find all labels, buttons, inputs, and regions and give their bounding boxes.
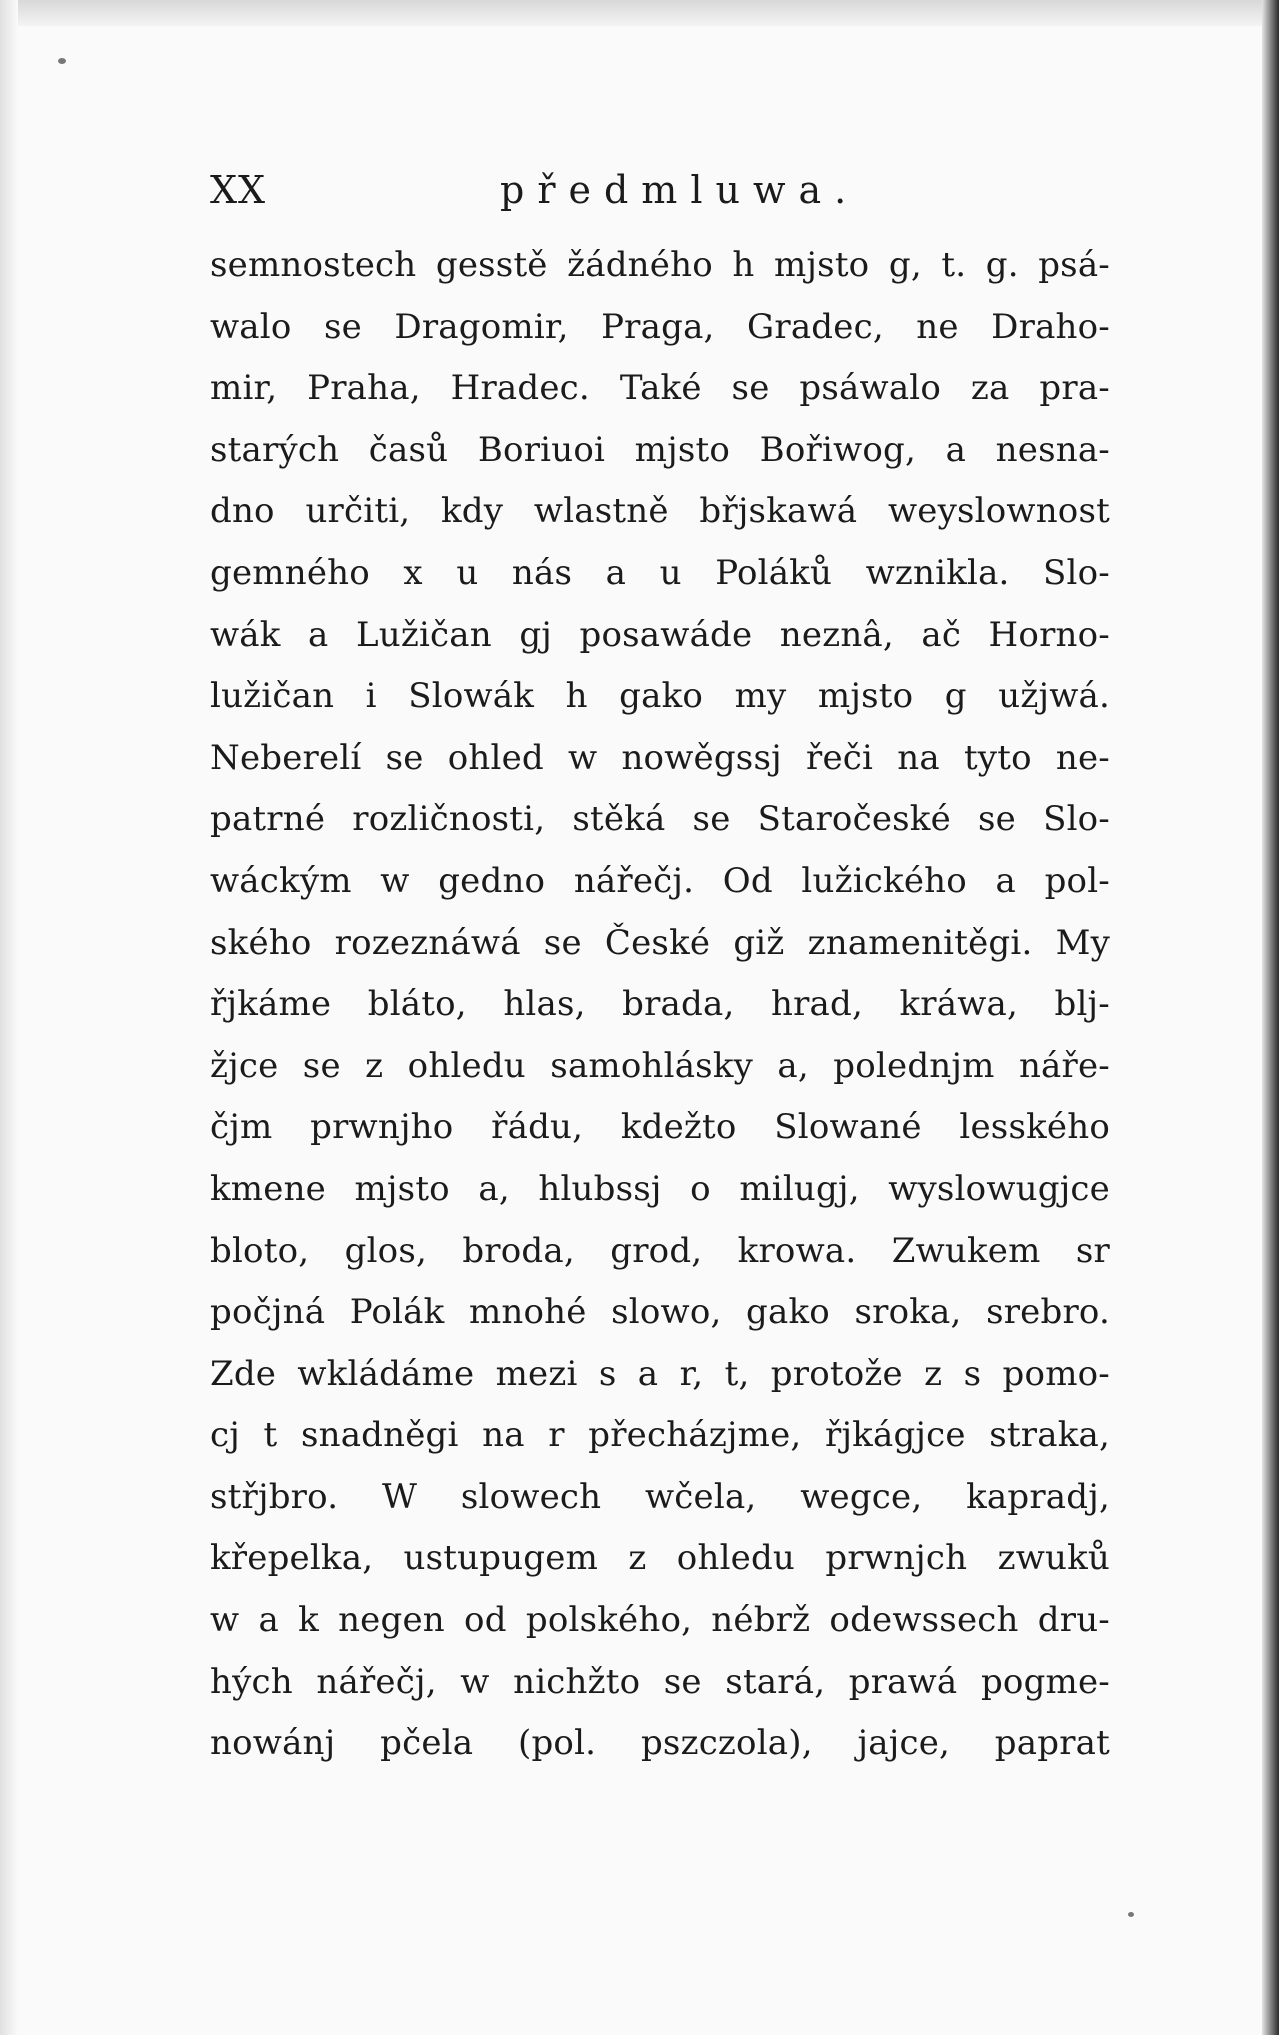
text-line: Zde wkládáme mezi s a r, t, protože z s pomo- — [210, 1353, 1110, 1394]
text-line: gemného x u nás a u Poláků wznikla. Slo- — [210, 552, 1110, 593]
text-line: kmene mjsto a, hlubssj o milugj, wyslowugjce — [210, 1168, 1110, 1209]
text-line: semnostech gesstě žádného h mjsto g, t. g. psá- — [210, 245, 1110, 285]
text-line: nowánj pčela (pol. pszczola), jajce, paprat — [210, 1723, 1110, 1764]
text-line: hých nářečj, w nichžto se stará, prawá pogme- — [210, 1661, 1110, 1702]
text-line: cj t snadněgi na r přecházjme, řjkágjce straka, — [210, 1415, 1110, 1456]
text-line: starých časů Boriuoi mjsto Bořiwog, a nesna- — [210, 429, 1110, 470]
text-line: bloto, glos, broda, grod, krowa. Zwukem sr — [210, 1230, 1110, 1271]
text-line: mir, Praha, Hradec. Také se psáwalo za pra- — [210, 368, 1110, 409]
text-line: lužičan i Slowák h gako my mjsto g užjwá. — [210, 676, 1110, 717]
text-line: střjbro. W slowech wčela, wegce, kapradj, — [210, 1476, 1110, 1517]
text-line: počjná Polák mnohé slowo, gako sroka, srebro. — [210, 1292, 1110, 1333]
text-line: wák a Lužičan gj posawáde neznâ, ač Horno- — [210, 614, 1110, 655]
body-text — [210, 235, 1110, 1775]
running-title: předmluwa. — [500, 168, 860, 212]
page-number: XX — [210, 168, 267, 212]
text-line: čjm prwnjho řádu, kdežto Slowané lesského — [210, 1107, 1110, 1148]
text-line: walo se Dragomir, Praga, Gradec, ne Draho- — [210, 306, 1110, 347]
text-line: dno určiti, kdy wlastně břjskawá weyslownost — [210, 491, 1110, 532]
text-line: žjce se z ohledu samohlásky a, polednjm náře- — [210, 1045, 1110, 1086]
text-line: ského rozeznáwá se České giž znamenitěgi. My — [210, 922, 1110, 963]
page-header — [210, 168, 1110, 228]
text-line: w a k negen od polského, nébrž odewssech dru- — [210, 1600, 1110, 1641]
text-line: Neberelí se ohled w nowěgssj řeči na tyto ne- — [210, 737, 1110, 778]
text-line: wáckým w gedno nářečj. Od lužického a pol- — [210, 860, 1110, 901]
text-line: patrné rozličnosti, stěká se Staročeské se Slo- — [210, 799, 1110, 840]
text-line: řjkáme bláto, hlas, brada, hrad, kráwa, blj- — [210, 984, 1110, 1025]
text-line: křepelka, ustupugem z ohledu prwnjch zwuků — [210, 1538, 1110, 1579]
